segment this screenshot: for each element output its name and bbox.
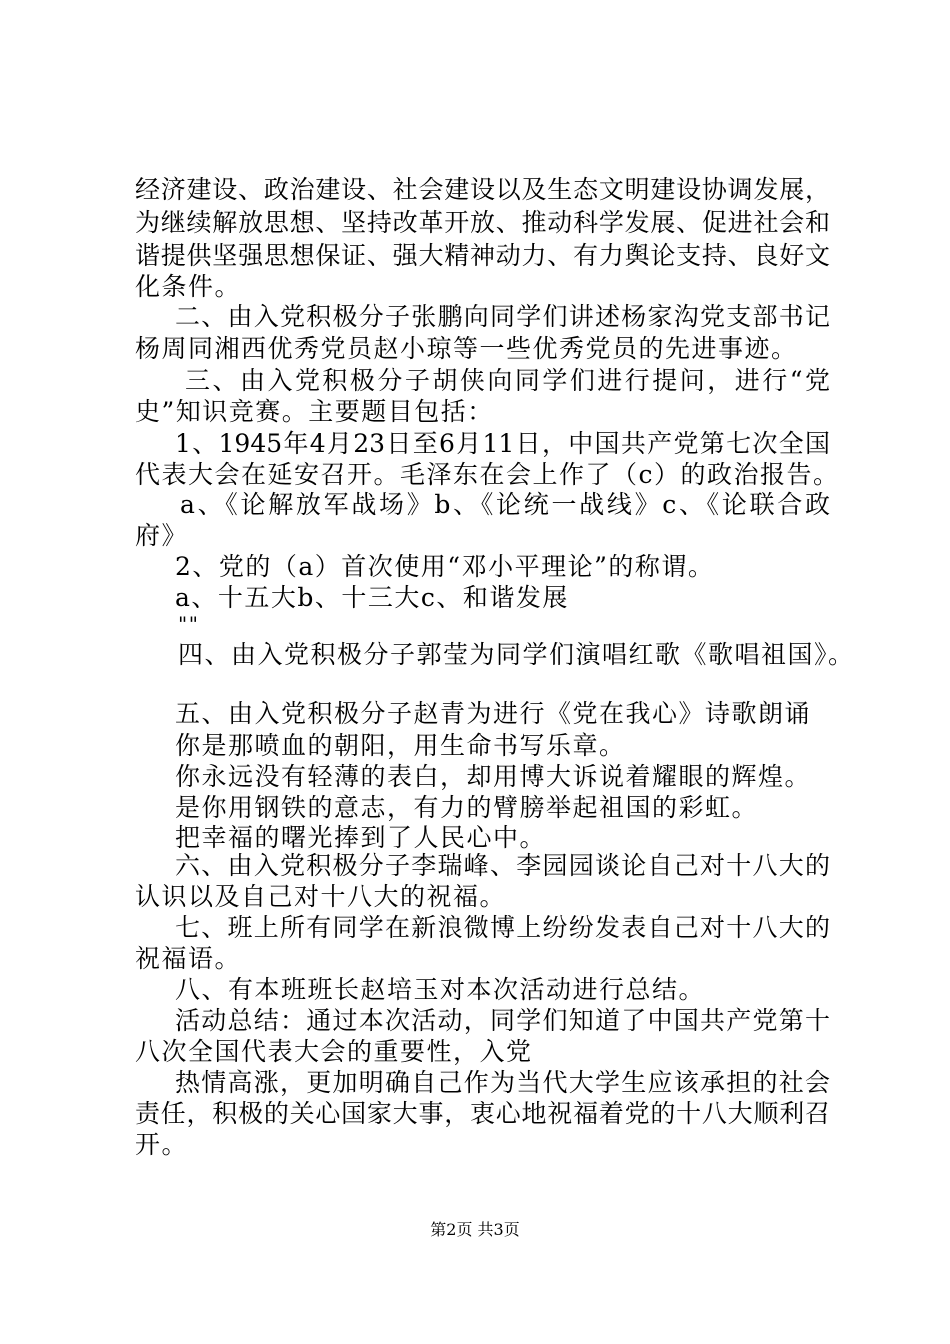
text-line: "" xyxy=(178,612,200,636)
text-line: 四、由入党积极分子郭莹为同学们演唱红歌《歌唱祖国》。 xyxy=(178,640,855,669)
text-line: 2、党的（a）首次使用“邓小平理论”的称谓。 xyxy=(175,552,715,581)
text-line: 杨周同湘西优秀党员赵小琼等一些优秀党员的先进事迹。 xyxy=(135,334,798,363)
text-line: 三、由入党积极分子胡侠向同学们进行提问，进行“党 xyxy=(185,366,830,395)
text-line: 八、有本班班长赵培玉对本次活动进行总结。 xyxy=(175,975,706,1004)
text-line: 八次全国代表大会的重要性，入党 xyxy=(135,1037,533,1066)
text-line: 认识以及自己对十八大的祝福。 xyxy=(135,882,507,911)
text-line: 五、由入党积极分子赵青为进行《党在我心》诗歌朗诵 xyxy=(175,699,812,728)
text-line: 活动总结：通过本次活动，同学们知道了中国共产党第十 xyxy=(175,1006,830,1035)
text-line: 责任，积极的关心国家大事，衷心地祝福着党的十八大顺利召 xyxy=(135,1099,830,1128)
text-line: 为继续解放思想、坚持改革开放、推动科学发展、促进社会和 xyxy=(135,208,830,237)
text-line: 1、1945年4月23日至6月11日，中国共产党第七次全国 xyxy=(175,429,830,458)
text-line: 史”知识竞赛。主要题目包括： xyxy=(135,397,494,426)
text-line: a、《论解放军战场》b、《论统一战线》c、《论联合政 xyxy=(180,490,830,519)
text-line: 六、由入党积极分子李瑞峰、李园园谈论自己对十八大的 xyxy=(175,851,830,880)
text-line: 谐提供坚强思想保证、强大精神动力、有力舆论支持、良好文 xyxy=(135,241,830,270)
text-line: 经济建设、政治建设、社会建设以及生态文明建设协调发展， xyxy=(135,175,830,204)
text-line: 祝福语。 xyxy=(135,944,242,973)
text-line: 府》 xyxy=(135,521,189,550)
text-line: 二、由入党积极分子张鹏向同学们讲述杨家沟党支部书记 xyxy=(175,302,830,331)
text-line: 开。 xyxy=(135,1130,189,1159)
text-line: 化条件。 xyxy=(135,272,242,301)
text-line: 你是那喷血的朝阳，用生命书写乐章。 xyxy=(175,731,626,760)
text-line: 把幸福的曙光捧到了人民心中。 xyxy=(175,823,547,852)
text-line: a、十五大b、十三大c、和谐发展 xyxy=(175,583,569,612)
text-line: 七、班上所有同学在新浪微博上纷纷发表自己对十八大的 xyxy=(175,913,830,942)
text-line: 是你用钢铁的意志，有力的臂膀举起祖国的彩虹。 xyxy=(175,793,759,822)
page-number-footer: 第2页 共3页 xyxy=(430,1220,520,1239)
text-line: 代表大会在延安召开。毛泽东在会上作了（c）的政治报告。 xyxy=(135,460,840,489)
text-line: 热情高涨，更加明确自己作为当代大学生应该承担的社会 xyxy=(175,1068,830,1097)
text-line: 你永远没有轻薄的表白，却用博大诉说着耀眼的辉煌。 xyxy=(175,762,812,791)
